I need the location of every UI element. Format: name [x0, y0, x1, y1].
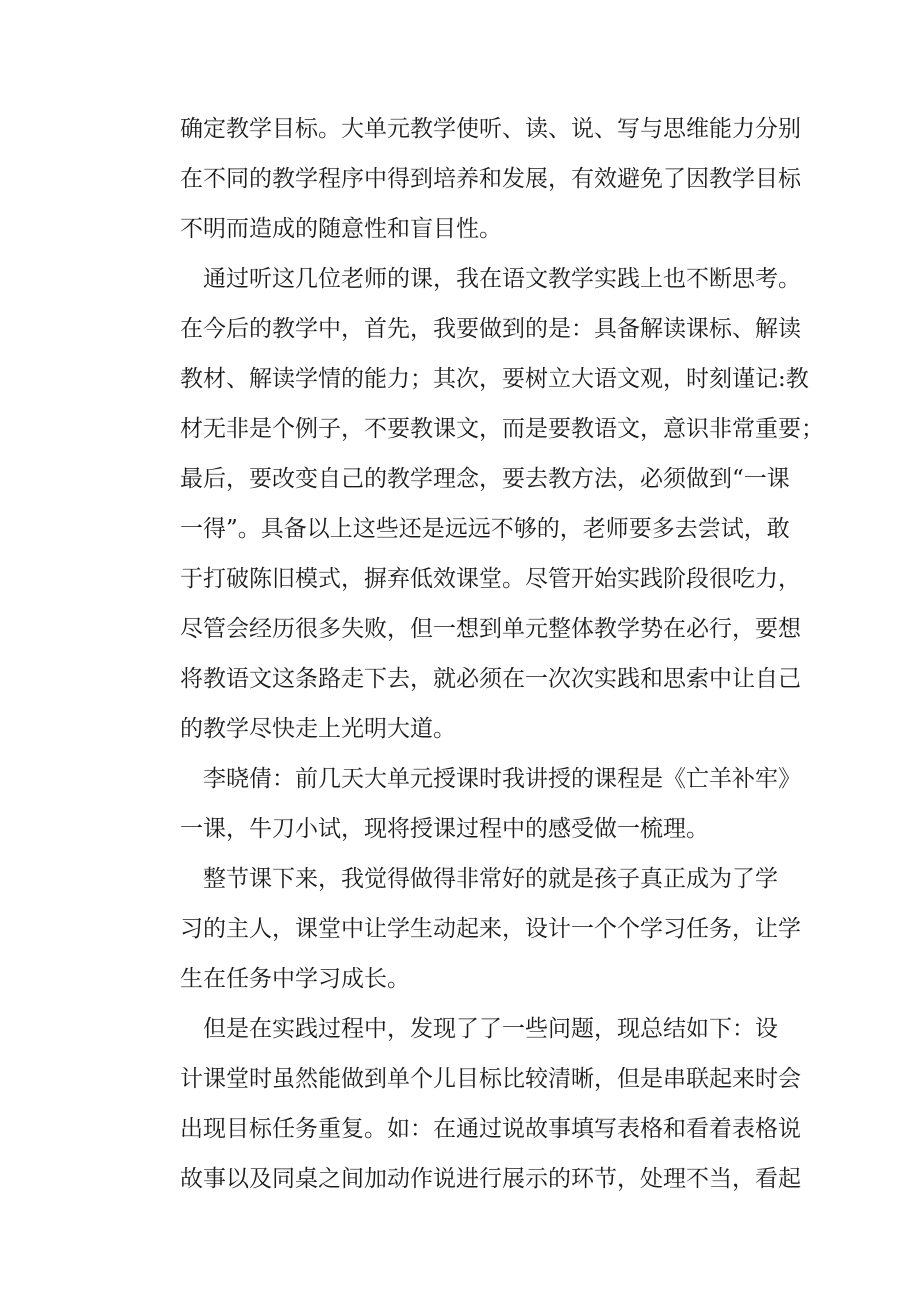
text-line: 的教学尽快走上光明大道。 — [180, 716, 456, 742]
text-line: 通过听这几位老师的课，我在语文教学实践上也不断思考。 — [203, 266, 801, 292]
text-line: 计课堂时虽然能做到单个儿目标比较清晰，但是串联起来时会 — [180, 1066, 801, 1092]
text-line: 整节课下来，我觉得做得非常好的就是孩子真正成为了学 — [203, 866, 778, 892]
text-line: 一得”。具备以上这些还是远远不够的，老师要多去尝试，敢 — [180, 516, 790, 542]
text-line: 一课，牛刀小试，现将授课过程中的感受做一梳理。 — [180, 816, 709, 842]
text-line: 在今后的教学中，首先，我要做到的是：具备解读课标、解读 — [180, 316, 801, 342]
text-line: 最后，要改变自己的教学理念，要去教方法，必须做到“一课 — [180, 466, 790, 492]
text-line: 材无非是个例子，不要教课文，而是要教语文，意识非常重要； — [180, 416, 824, 442]
text-line: 在不同的教学程序中得到培养和发展，有效避免了因教学目标 — [180, 166, 801, 192]
text-line: 确定教学目标。大单元教学使听、读、说、写与思维能力分别 — [180, 116, 801, 142]
text-line: 生在任务中学习成长。 — [180, 966, 410, 992]
text-line: 将教语文这条路走下去，就必须在一次次实践和思索中让自己 — [180, 666, 801, 692]
text-line: 故事以及同桌之间加动作说进行展示的环节，处理不当，看起 — [180, 1166, 801, 1192]
text-line: 出现目标任务重复。如：在通过说故事填写表格和看着表格说 — [180, 1116, 801, 1142]
text-line: 尽管会经历很多失败，但一想到单元整体教学势在必行，要想 — [180, 616, 801, 642]
text-line: 不明而造成的随意性和盲目性。 — [180, 216, 502, 242]
text-line: 教材、解读学情的能力；其次，要树立大语文观，时刻谨记:教 — [180, 366, 809, 392]
text-line: 习的主人，课堂中让学生动起来，设计一个个学习任务，让学 — [180, 916, 801, 942]
text-line: 但是在实践过程中，发现了了一些问题，现总结如下：设 — [203, 1016, 778, 1042]
text-line: 于打破陈旧模式，摒弃低效课堂。尽管开始实践阶段很吃力， — [180, 566, 801, 592]
text-line: 李晓倩：前几天大单元授课时我讲授的课程是《亡羊补牢》 — [203, 766, 801, 792]
